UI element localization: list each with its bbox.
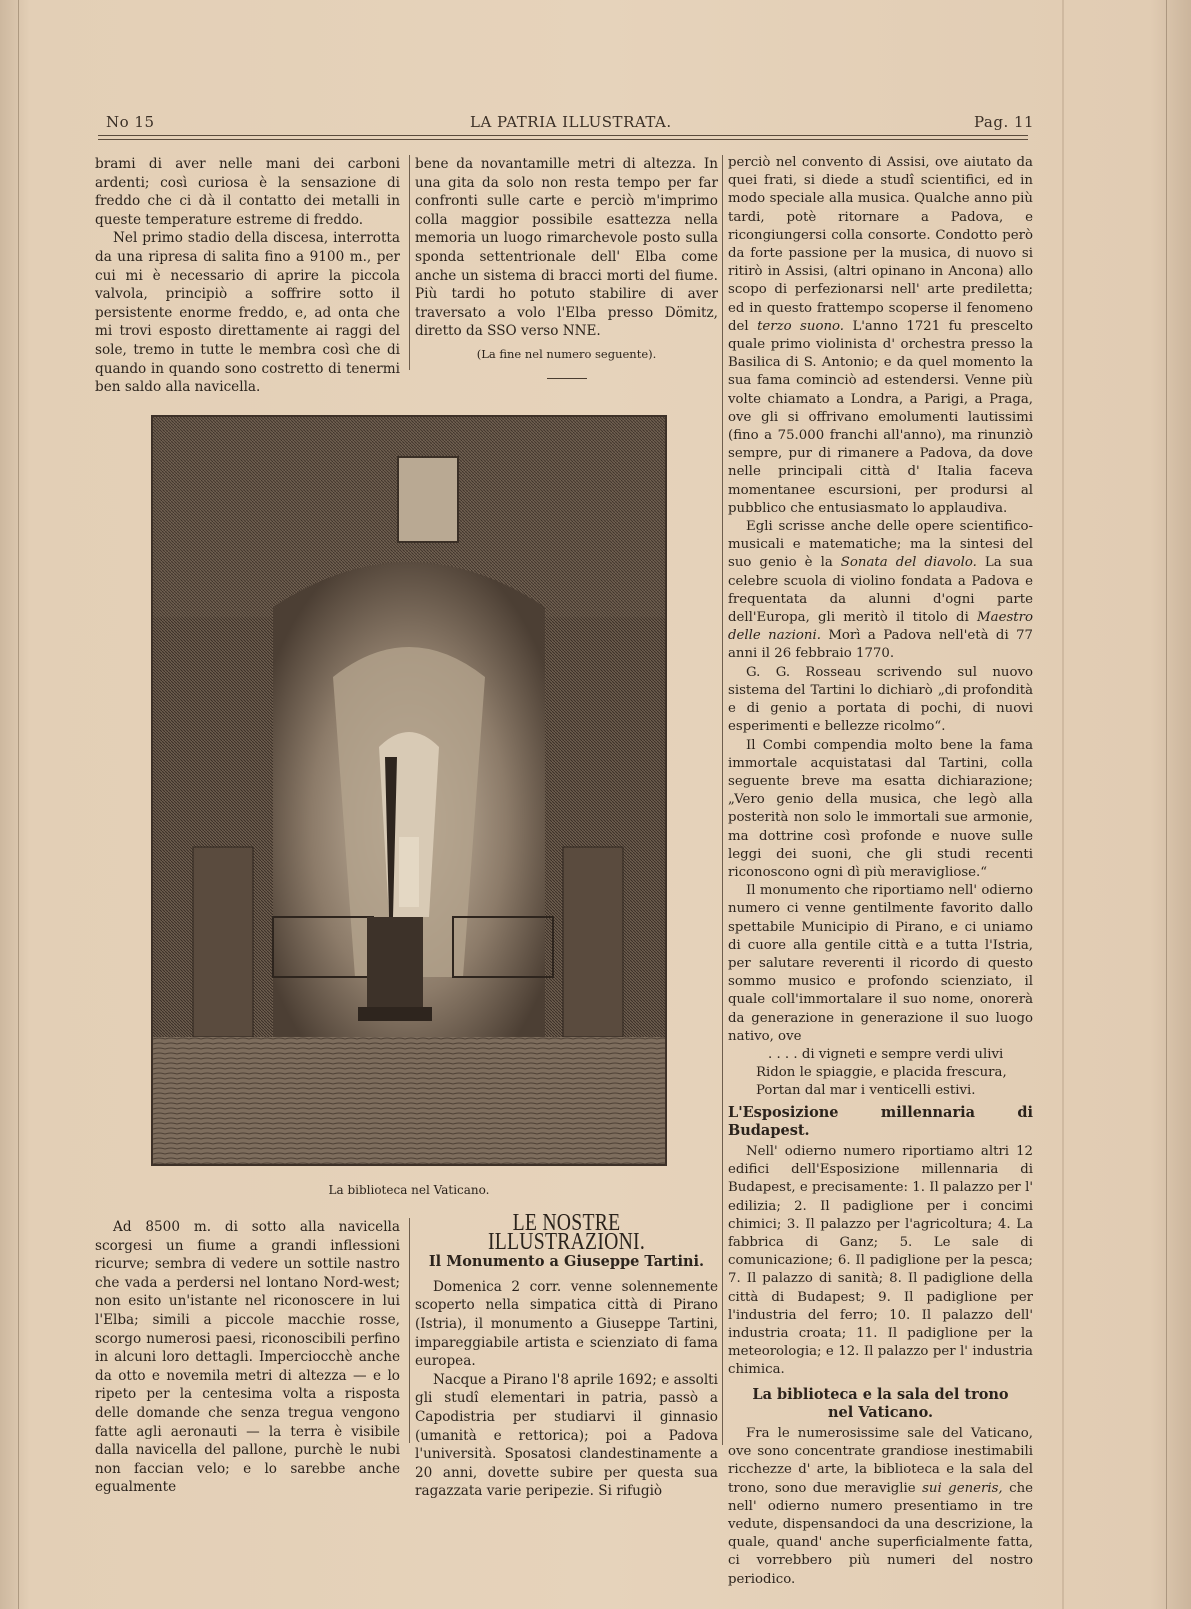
paragraph: Nacque a Pirano l'8 aprile 1692; e assolti gli studî elementari in patria, passò a Capodistria per studiarvi il ginnasio (umanità e rettorica); poi a Padova l'università. Sposatosi clandestinamente a 20 anni, dovette subire per questa sua ragazzata varie peripezie. Si rifugiò (415, 1371, 718, 1500)
paper-fold (1062, 0, 1064, 1609)
section-title: L'Esposizione millennaria di Budapest. (728, 1103, 1033, 1139)
paragraph: bene da novantamille metri di altezza. In una gita da solo non resta tempo per far confronti sulle carte e perciò m'imprimo colla maggior possibile esattezza nella memoria un luogo rimarchevole posto sulla sponda settentrionale dell' Elba come anche un sistema di bracci morti del fiume. Più tardi ho potuto stabilire di aver traversato a volo l'Elba presso Dömitz, diretto da SSO verso NNE. (415, 156, 718, 340)
paragraph: Il Combi compendia molto bene la fama immortale acquistatasi dal Tartini, colla seguente breve ma esatta dichiarazione; „Vero genio della musica, che legò alla posterità non solo le immortali sue armonie, ma dottrine così profonde e nuove sulle leggi dei suoni, che gli studi recenti riconoscono ogni dì più meravigliose.“ (728, 737, 1033, 880)
column-divider (722, 155, 723, 1445)
italic-run: terzo suono. (757, 318, 845, 334)
column-1-top (95, 155, 400, 397)
text-run: Egli scrisse anche delle opere scientifico-musicali e matematiche; ma la sintesi del suo genio è la (728, 519, 1033, 571)
paragraph (728, 154, 1033, 518)
paper-edge-right (1166, 0, 1167, 1609)
paragraph: brami di aver nelle mani dei carboni ardenti; così curiosa è la sensazione di freddo che ci dà il contatto dei metalli in queste temperature estreme di freddo. (95, 156, 400, 228)
paragraph: Il monumento che riportiamo nell' odierno numero ci venne gentilmente favorito dallo spettabile Municipio di Pirano, e ci uniamo di cuore alla gentile città e a tutta l'Istria, per salutare reverenti il ricordo di questo sommo musico e profondo scienziato, il quale coll'immortalare il suo nome, onorerà da generazione in generazione il suo luogo nativo, ove (728, 883, 1033, 1044)
engraving-image (153, 417, 665, 1164)
paragraph (728, 518, 1033, 664)
verse-line: Portan dal mar i venticelli estivi. (756, 1083, 976, 1099)
issue-number: No 15 (106, 113, 155, 131)
verse-line: Ridon le spiaggie, e placida frescura, (756, 1065, 1007, 1081)
text-run: perciò nel convento di Assisi, ove aiutato da quei frati, si diede a studî scientifici, ed in modo speciale alla musica. Qualche anno più tardi, potè ritornare a Padova, e ricongiungersi colla consorte. Condotto però da forte passione per la musica, di nuovo si ritirò in Assisi, (altri opinano in Ancona) allo scopo di perfezionarsi nell' arte prediletta; ed in questo frattempo scoperse il fenomeno del (728, 155, 1033, 334)
column-divider (409, 155, 410, 370)
column-2-bottom (415, 1210, 718, 1501)
header-rule (98, 135, 1028, 136)
paragraph: G. G. Rosseau scrivendo sul nuovo sistema del Tartini lo dichiarò „di profondità e di genio a portata di pochi, di nuovi esperimenti e bellezze ricolmo“. (728, 664, 1033, 735)
paragraph (728, 1425, 1033, 1589)
text-run: L'anno 1721 fu prescelto quale primo violinista d' orchestra presso la Basilica di S. Antonio; e da quel momento la sua fama cominciò ad estendersi. Venne più volte chiamato a Londra, a Parigi, a Praga, ove gli si offrivano emolumenti lautissimi (fino a 75.000 franchi all'anno), ma rinunziò sempre, pur di rimanere a Padova, da dove nelle principali città d' Italia faceva momentanee escursioni, per prodursi al pubblico che entusiasmato lo applaudiva. (728, 318, 1034, 516)
header-rule-thin (98, 139, 1028, 140)
paper-edge-left (18, 0, 19, 1609)
text-run: che nell' odierno numero presentiamo in tre vedute, dispensandoci da una descrizione, la quale, quand' anche superficialmente fatta, ci vorrebbero più numeri del nostro periodico. (728, 1480, 1034, 1587)
section-title-line-2: nel Vaticano. (827, 1403, 934, 1421)
italic-run: Sonata del diavolo. (840, 555, 977, 571)
article-title: Il Monumento a Giuseppe Tartini. (428, 1253, 705, 1271)
text-run: Morì a Padova nell'età di 77 anni il 26 febbraio 1770. (728, 628, 1033, 662)
column-3 (728, 154, 1033, 1589)
section-title: La biblioteca e la sala del trono (752, 1385, 1009, 1403)
paragraph: Ad 8500 m. di sotto alla navicella scorgesi un fiume a grandi inflessioni ricurve; sembra di vedere un sottile nastro che vada a perdersi nel lontano Nord-west; non esito un'istante nel riconoscere in lui l'Elba; simili a piccole macchie rosse, scorgo numerosi paesi, riconoscibili perfino in alcuni loro dettagli. Imperciocchè anche da otto e novemila metri di altezza — e lo ripeto per la centesima volta a risposta delle domande che senza tregua vengono fatte agli aeronauti — la terra è visibile dalla navicella del pallone, purchè le nubi non faccian velo; e lo sarebbe anche egualmente (95, 1219, 400, 1496)
page-number: Pag. 11 (974, 113, 1035, 131)
text-run: Fra le numerosissime sale del Vaticano, ove sono concentrate grandiose inestimabili ricchezze d' arte, la biblioteca e la sala del trono, sono due meraviglie (728, 1426, 1033, 1496)
paragraph: Nel primo stadio della discesa, interrotta da una ripresa di salita fino a 9100 m., per cui mi è necessario di aprire la piccola valvola, principiò a soffrire sotto il persistente enorme freddo, e, ad onta che mi trovi esposto direttamente ai raggi del sole, tremo in tutte le membra così che di quando in quando sono costretto di tenermi ben saldo alla navicella. (95, 230, 400, 396)
column-1-bottom (95, 1218, 400, 1497)
newspaper-title: LA PATRIA ILLUSTRATA. (470, 113, 672, 131)
column-divider (409, 1218, 410, 1443)
continuation-note: (La fine nel numero seguente). (476, 346, 657, 361)
paragraph: Domenica 2 corr. venne solennemente scoperto nella simpatica città di Pirano (Istria), il monumento a Giuseppe Tartini, impareggiabile artista e scienziato di fama europea. (415, 1278, 718, 1370)
vatican-library-engraving (151, 415, 667, 1166)
column-2-top (415, 155, 718, 379)
paragraph: Nell' odierno numero riportiamo altri 12 edifici dell'Esposizione millennaria di Budapest, e precisamente: 1. Il palazzo per l' edilizia; 2. Il padiglione per i concimi chimici; 3. Il palazzo per l'agricoltura; 4. La fabbrica di Ganz; 5. Le sale di comunicazione; 6. Il padiglione per la pesca; 7. Il palazzo di sanità; 8. Il padiglione della città di Budapest; 9. Il padiglione per l'industria del ferro; 10. Il palazzo dell' industria croata; 11. Il padiglione per la meteorologia; e 12. Il palazzo per l' industria chimica. (728, 1143, 1033, 1378)
section-heading: LE NOSTRE ILLUSTRAZIONI. (487, 1210, 646, 1255)
text-run: La sua celebre scuola di violino fondata a Padova e frequentata da alunni d'ogni parte dell'Europa, gli meritò il titolo di (728, 555, 1033, 626)
figure-caption: La biblioteca nel Vaticano. (328, 1183, 490, 1197)
italic-run: sui generis, (922, 1480, 1003, 1496)
separator (547, 378, 587, 379)
italic-run: Maestro delle nazioni. (728, 610, 1033, 644)
verse-line: . . . . di vigneti e sempre verdi ulivi (768, 1046, 1004, 1062)
